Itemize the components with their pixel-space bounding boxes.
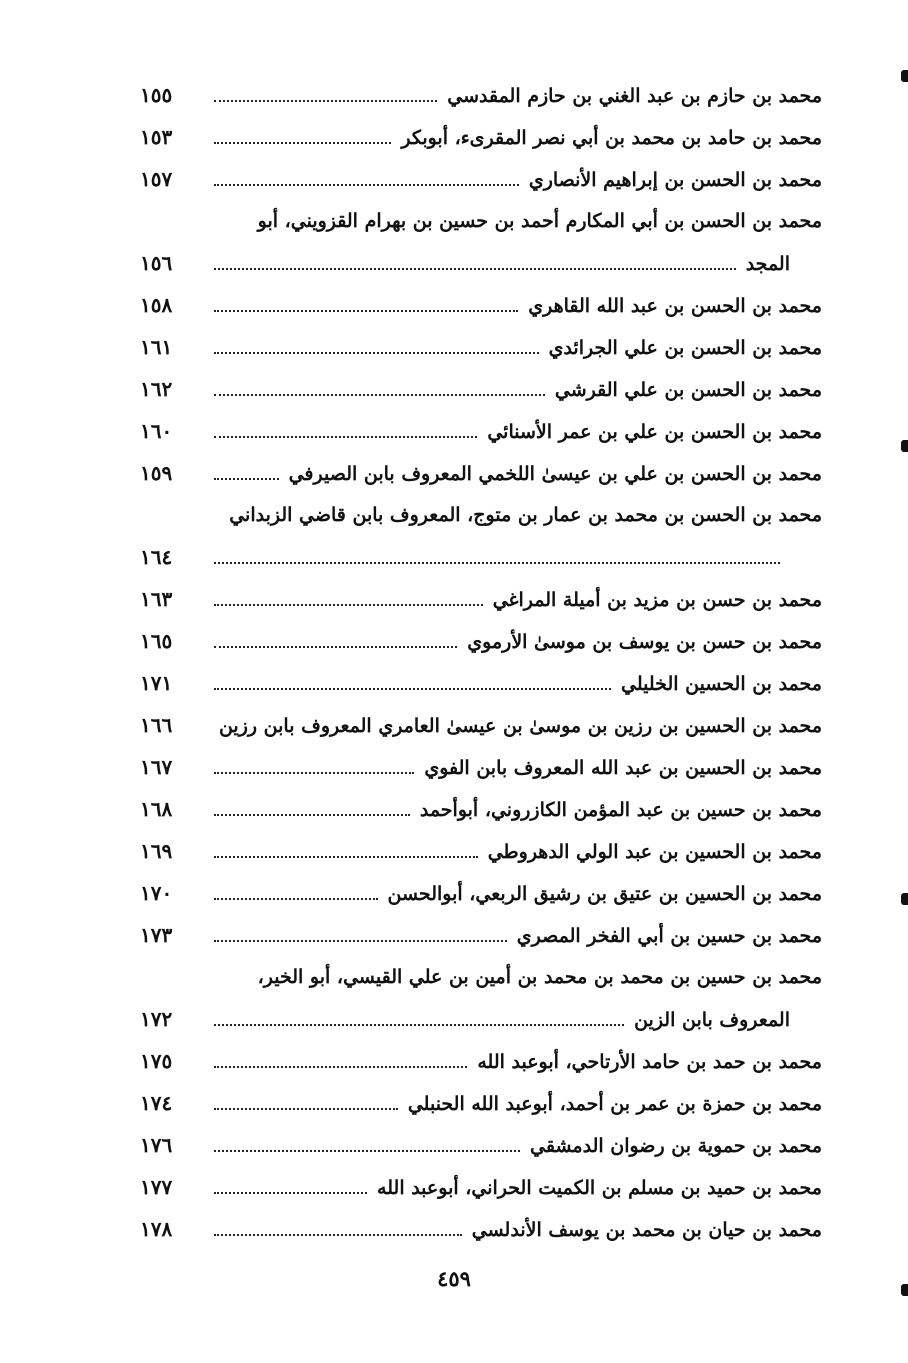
entry-name: المعروف بابن الزين [634, 1009, 790, 1031]
dot-leader [214, 688, 611, 690]
dot-leader [214, 100, 437, 102]
entry-page-number: ١٥٧ [140, 167, 173, 191]
index-entry [140, 74, 822, 116]
entry-name: محمد بن حيان بن محمد بن يوسف الأندلسي [471, 1219, 822, 1241]
index-entry [140, 158, 822, 200]
entry-name: محمد بن حسين بن محمد بن محمد بن أمين بن علي القيسي، أبو الخير، [257, 966, 822, 988]
entry-page-number: ١٦٣ [140, 587, 173, 611]
entry-line [140, 1040, 822, 1082]
entry-line [140, 662, 822, 704]
entry-page-number: ١٥٣ [140, 125, 173, 149]
entry-name: محمد بن حسن بن يوسف بن موسىٰ الأرموي [467, 631, 822, 653]
entry-name: محمد بن الحسن بن عبد الله القاهري [528, 295, 822, 317]
index-entry [140, 914, 822, 956]
entry-name: محمد بن الحسين الخليلي [621, 673, 822, 695]
dot-leader [214, 562, 780, 564]
entry-name: محمد بن الحسن بن علي القرشي [554, 379, 822, 401]
entry-page-number: ١٧٣ [140, 923, 173, 947]
dot-leader [214, 604, 483, 606]
dot-leader [214, 772, 414, 774]
entry-page-number: ١٦٤ [140, 545, 173, 569]
entry-page-number: ١٦٠ [140, 419, 173, 443]
index-entry [140, 746, 822, 788]
index-entry [140, 284, 822, 326]
margin-mark [901, 70, 908, 82]
entry-page-number: ١٧٧ [140, 1175, 173, 1199]
dot-leader [214, 352, 539, 354]
entry-page-number: ١٥٦ [140, 251, 173, 275]
entry-page-number: ١٥٩ [140, 461, 173, 485]
entry-line [140, 74, 822, 116]
dot-leader [214, 1024, 624, 1026]
entry-line [140, 746, 822, 788]
dot-leader [214, 1234, 462, 1236]
entry-page-number: ١٦٨ [140, 797, 173, 821]
dot-leader [214, 898, 378, 900]
margin-mark [901, 1284, 908, 1296]
entry-name: محمد بن الحسن بن محمد بن عمار بن متوج، المعروف بابن قاضي الزبداني [229, 504, 822, 526]
index-entry [140, 956, 822, 1040]
entry-name: محمد بن الحسن بن علي بن عمر الأسنائي [487, 421, 822, 443]
entry-page-number: ١٥٨ [140, 293, 173, 317]
entry-line [140, 1166, 822, 1208]
index-entry [140, 830, 822, 872]
entry-line [140, 536, 822, 578]
entry-name: المجد [745, 253, 790, 275]
dot-leader [214, 184, 519, 186]
entry-name: محمد بن حسين بن أبي الفخر المصري [516, 925, 822, 947]
index-entry [140, 704, 822, 746]
entry-page-number: ١٦٢ [140, 377, 173, 401]
entry-line [140, 998, 822, 1040]
entry-page-number: ١٧١ [140, 671, 173, 695]
entry-name: محمد بن الحسين بن عبد الولي الدهروطي [487, 841, 822, 863]
entry-page-number: ١٦٦ [140, 713, 173, 737]
index-entry [140, 410, 822, 452]
entry-line [140, 788, 822, 830]
index-entry [140, 1166, 822, 1208]
dot-leader [214, 394, 545, 396]
entry-name: محمد بن حمد بن حامد الأرتاحي، أبوعبد الله [477, 1051, 822, 1073]
dot-leader [214, 478, 279, 480]
dot-leader [214, 142, 391, 144]
index-entry [140, 200, 822, 284]
entry-page-number: ١٦٩ [140, 839, 173, 863]
entry-page-number: ١٧٤ [140, 1091, 173, 1115]
entry-line [140, 494, 822, 536]
entry-name: محمد بن الحسين بن رزين بن موسىٰ بن عيسىٰ العامري المعروف بابن رزين [218, 715, 822, 737]
entry-line [140, 242, 822, 284]
entry-line [140, 452, 822, 494]
entry-name: محمد بن الحسن بن علي الجرائدي [548, 337, 822, 359]
index-entry [140, 494, 822, 578]
entry-line [140, 620, 822, 662]
dot-leader [214, 646, 457, 648]
dot-leader [214, 1108, 398, 1110]
dot-leader [214, 856, 478, 858]
dot-leader [214, 1150, 520, 1152]
entry-page-number: ١٧٥ [140, 1049, 173, 1073]
entry-name: محمد بن الحسن بن علي بن عيسىٰ اللخمي المعروف بابن الصيرفي [288, 463, 822, 485]
entry-page-number: ١٧٦ [140, 1133, 173, 1157]
entry-line [140, 326, 822, 368]
entry-page-number: ١٦٧ [140, 755, 173, 779]
entry-name: محمد بن حامد بن محمد بن أبي نصر المقرىء، أبوبكر [401, 127, 822, 149]
index-entry [140, 116, 822, 158]
entry-name: محمد بن الحسين بن عتيق بن رشيق الربعي، أبوالحسن [387, 883, 822, 905]
entry-name: محمد بن حموية بن رضوان الدمشقي [530, 1135, 822, 1157]
page-number: ٤٥٩ [437, 1266, 471, 1291]
entry-line [140, 116, 822, 158]
index-entry [140, 620, 822, 662]
dot-leader [214, 310, 518, 312]
index-entry [140, 1208, 822, 1250]
entry-page-number: ١٧٠ [140, 881, 173, 905]
entry-page-number: ١٦١ [140, 335, 173, 359]
index-entry [140, 452, 822, 494]
entry-page-number: ١٥٥ [140, 83, 173, 107]
entry-name: محمد بن الحسين بن عبد الله المعروف بابن الفوي [424, 757, 822, 779]
entry-line [140, 914, 822, 956]
entry-name: محمد بن حميد بن مسلم بن الكميت الحراني، أبوعبد الله [377, 1177, 822, 1199]
dot-leader [214, 436, 477, 438]
entry-name: محمد بن حازم بن عبد الغني بن حازم المقدسي [447, 85, 822, 107]
entry-line [140, 284, 822, 326]
entry-page-number: ١٧٢ [140, 1007, 173, 1031]
entry-line [140, 158, 822, 200]
entry-line [140, 1124, 822, 1166]
margin-mark [901, 440, 908, 452]
entry-page-number: ١٧٨ [140, 1217, 173, 1241]
index-entry [140, 1082, 822, 1124]
entry-line [140, 410, 822, 452]
entry-line [140, 956, 822, 998]
entry-name: محمد بن حسن بن مزيد بن أميلة المراغي [492, 589, 822, 611]
entry-line [140, 200, 822, 242]
entry-name: محمد بن حمزة بن عمر بن أحمد، أبوعبد الله الحنبلي [407, 1093, 822, 1115]
index-entry [140, 788, 822, 830]
entry-line [140, 1082, 822, 1124]
entry-line [140, 704, 822, 746]
entry-name: محمد بن حسين بن عبد المؤمن الكازروني، أبوأحمد [419, 799, 822, 821]
index-list [140, 74, 822, 1250]
entry-name: محمد بن الحسن بن أبي المكارم أحمد بن حسين بن بهرام القزويني، أبو [257, 210, 822, 232]
index-entry [140, 1040, 822, 1082]
entry-line [140, 872, 822, 914]
index-entry [140, 578, 822, 620]
index-entry [140, 368, 822, 410]
index-entry [140, 1124, 822, 1166]
dot-leader [214, 268, 736, 270]
entry-line [140, 1208, 822, 1250]
entry-line [140, 368, 822, 410]
index-entry [140, 326, 822, 368]
index-entry [140, 662, 822, 704]
dot-leader [214, 814, 410, 816]
margin-mark [901, 893, 908, 905]
index-entry [140, 872, 822, 914]
entry-name: محمد بن الحسن بن إبراهيم الأنصاري [528, 169, 822, 191]
dot-leader [214, 1066, 467, 1068]
entry-line [140, 578, 822, 620]
dot-leader [214, 1192, 367, 1194]
entry-line [140, 830, 822, 872]
entry-page-number: ١٦٥ [140, 629, 173, 653]
dot-leader [214, 940, 507, 942]
